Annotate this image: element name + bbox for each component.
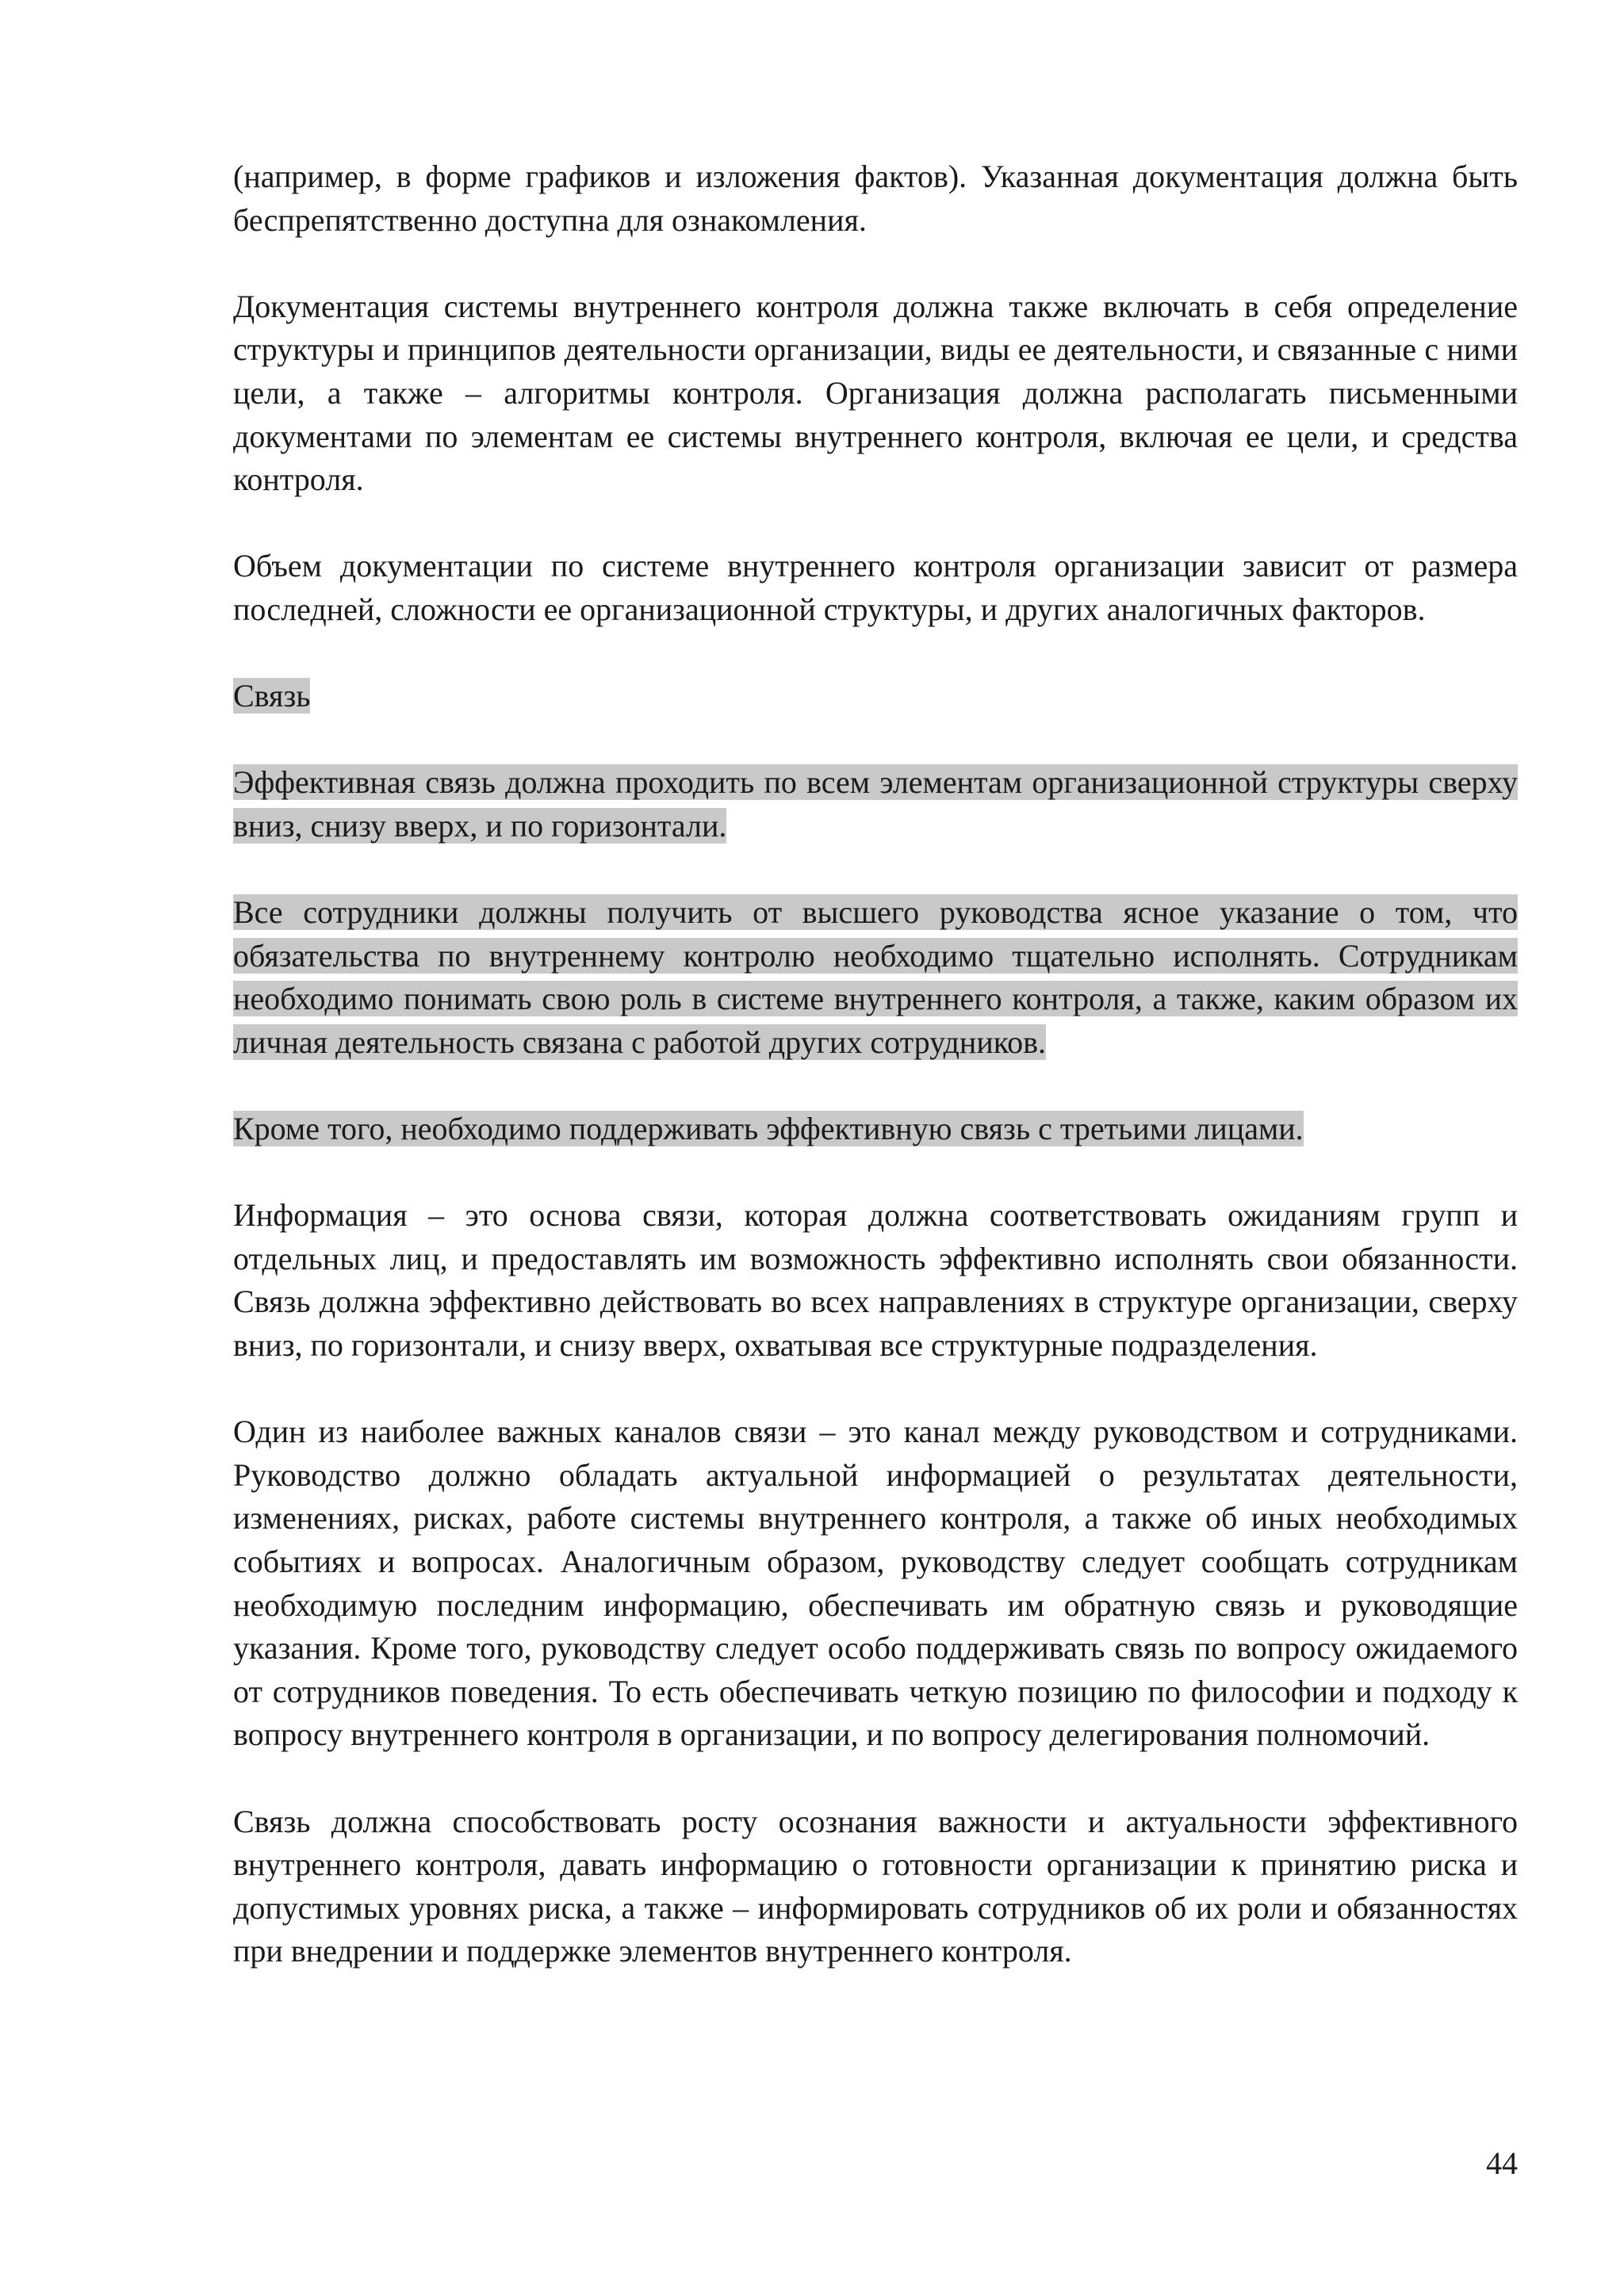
- page-number: 44: [1486, 2145, 1518, 2181]
- highlighted-text: Связь: [233, 678, 311, 714]
- highlighted-text: Эффективная связь должна проходить по всем элементам организационной структуры сверху вниз, снизу вверх, и по горизонтали.: [233, 764, 1518, 844]
- highlighted-text: Кроме того, необходимо поддерживать эффективную связь с третьими лицами.: [233, 1111, 1304, 1147]
- body-text: [233, 155, 1518, 2017]
- paragraph-text: (например, в форме графиков и изложения фактов). Указанная документация должна быть беспрепятственно доступна для ознакомления.: [233, 159, 1518, 238]
- paragraph-documentation-availability: [233, 155, 1518, 242]
- paragraph-text: Информация – это основа связи, которая должна соответствовать ожиданиям групп и отдельных лиц, и предоставлять им возможность эффективно исполнять свои обязанности. Связь должна эффективно действовать во всех направлениях в структуре организации, сверху вниз, по горизонтали, и снизу вверх, охватывая все структурные подразделения.: [233, 1197, 1518, 1364]
- paragraph-documentation-contents: [233, 285, 1518, 502]
- paragraph-awareness: [233, 1800, 1518, 1973]
- paragraph-information-basis: [233, 1194, 1518, 1367]
- paragraph-management-channel: [233, 1410, 1518, 1757]
- highlighted-text: Все сотрудники должны получить от высшего руководства ясное указание о том, что обязательства по внутреннему контролю необходимо тщательно исполнять. Сотрудникам необходимо понимать свою роль в системе внутреннего контроля, а также, каким образом их личная деятельность связана с работой других сотрудников.: [233, 894, 1518, 1060]
- paragraph-text: Объем документации по системе внутреннего контроля организации зависит от размера последней, сложности ее организационной структуры, и других аналогичных факторов.: [233, 548, 1518, 627]
- section-heading-communication: [233, 675, 1518, 718]
- paragraph-third-parties: [233, 1108, 1518, 1151]
- paragraph-employee-obligations: [233, 891, 1518, 1064]
- paragraph-text: Документация системы внутреннего контроля должна также включать в себя определение структуры и принципов деятельности организации, виды ее деятельности, и связанные с ними цели, а также – алгоритмы контроля. Организация должна располагать письменными документами по элементам ее системы внутреннего контроля, включая ее цели, и средства контроля.: [233, 288, 1518, 498]
- paragraph-text: Связь должна способствовать росту осознания важности и актуальности эффективного внутреннего контроля, давать информацию о готовности организации к принятию риска и допустимых уровнях риска, а также – информировать сотрудников об их роли и обязанностях при внедрении и поддержке элементов внутреннего контроля.: [233, 1803, 1518, 1969]
- paragraph-documentation-volume: [233, 545, 1518, 631]
- paragraph-effective-communication: [233, 761, 1518, 848]
- paragraph-text: Один из наиболее важных каналов связи – это канал между руководством и сотрудниками. Руководство должно обладать актуальной информацией о результатах деятельности, изменениях, рисках, работе системы внутреннего контроля, а также об иных необходимых событиях и вопросах. Аналогичным образом, руководству следует сообщать сотрудникам необходимую последним информацию, обеспечивать им обратную связь и руководящие указания. Кроме того, руководству следует особо поддерживать связь по вопросу ожидаемого от сотрудников поведения. То есть обеспечивать четкую позицию по философии и подходу к вопросу внутреннего контроля в организации, и по вопросу делегирования полномочий.: [233, 1414, 1518, 1753]
